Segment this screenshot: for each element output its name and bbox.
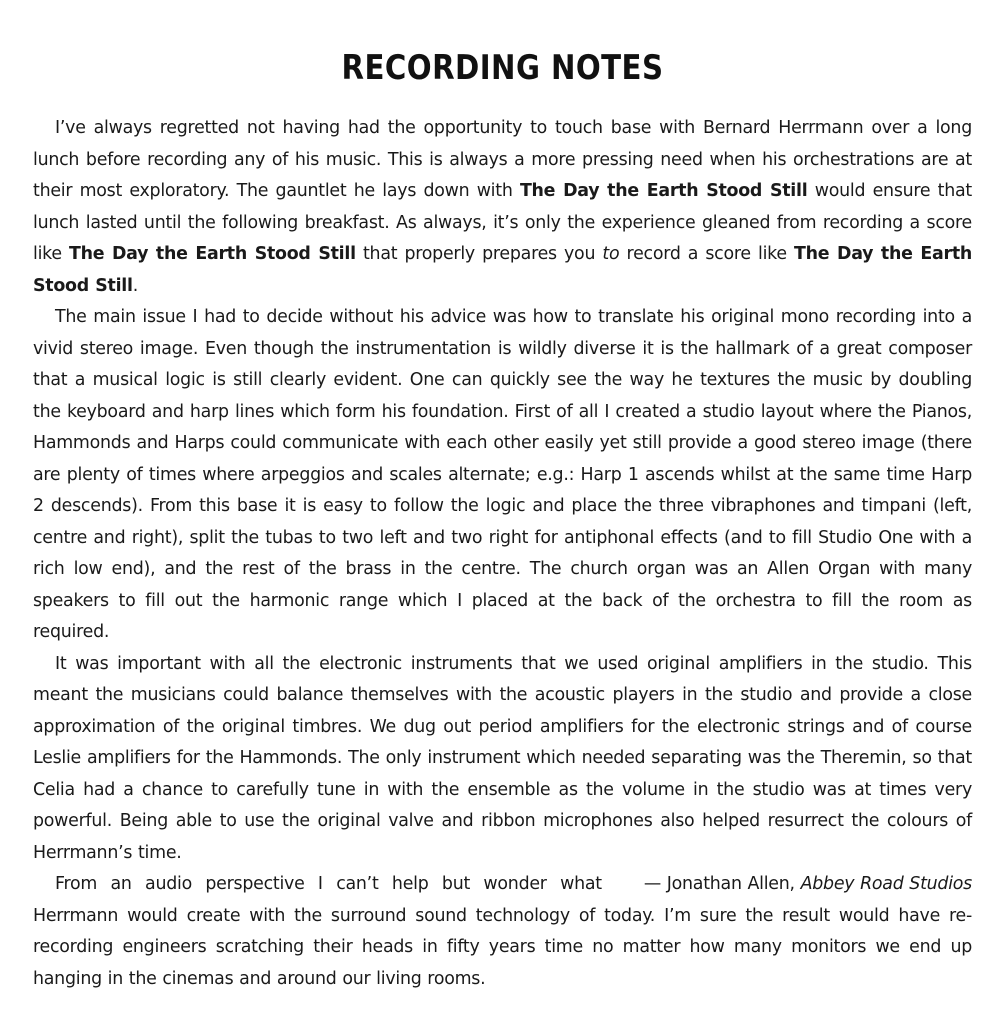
paragraph-1-text-3: that properly prepares you [355, 244, 603, 264]
film-title-2: The Day the Earth Stood Still [69, 244, 356, 264]
paragraph-2: The main issue I had to decide without his advice was how to translate his original mono recording into a vivid stereo image. Even though the instrumentation is wildly diverse it is the hallmark of a great composer that a musical logic is still clearly evident. One can quickly see the way he textures the music by doubling the keyboard and harp lines which form his foundation. First of all I created a studio layout where the Pianos, Hammonds and Harps could communicate with each other easily yet still provide a good stereo image (there are plenty of times where arpeggios and scales alternate; e.g.: Harp 1 ascends whilst at the same time Harp 2 descends). From this base it is easy to follow the logic and place the three vibraphones and timpani (left, centre and right), split the tubas to two left and two right for antiphonal effects (and to fill Studio One with a rich low end), and the rest of the brass in the centre. The church organ was an Allen Organ with many speakers to fill out the harmonic range which I placed at the back of the orchestra to fill the room as required. [33, 307, 972, 642]
signature-name: — Jonathan Allen, [643, 874, 801, 894]
paragraph-4 [33, 869, 972, 995]
paragraph-1-text-2: would ensure that lunch lasted until the following breakfast. As always, it’s only the experience gleaned from recording a score like [33, 181, 972, 264]
film-title-3: The Day the Earth Stood Still [33, 244, 973, 296]
paragraph-3: It was important with all the electronic instruments that we used original amplifiers in the studio. This meant the musicians could balance themselves with the acoustic players in the studio and provide a close approximation of the original timbres. We dug out period amplifiers for the electronic strings and of course Leslie amplifiers for the Hammonds. The only instrument which needed separating was the Theremin, so that Celia had a chance to carefully tune in with the ensemble as the volume in the studio was at times very powerful. Being able to use the original valve and ribbon microphones also helped resurrect the colours of Herrmann’s time. [33, 653, 972, 863]
paragraph-1-text-4: record a score like [619, 244, 795, 264]
document-page [33, 38, 972, 995]
paragraph-1 [33, 113, 972, 302]
paragraph-4-text: From an audio perspective I can’t help but wonder what Herrmann would create with the surround sound technology of today. I’m sure the result would have re-recording engineers scratching their heads in fifty years time no matter how many monitors we end up hanging in the cinemas and around our living rooms. [33, 874, 972, 989]
signature-studio: Abbey Road Studios [800, 874, 972, 894]
signature [622, 869, 972, 901]
page-title: RECORDING NOTES [341, 48, 664, 88]
emphasis-to: to [602, 244, 620, 264]
paragraph-1-text-5: . [132, 275, 138, 296]
paragraph-1-text-1: I’ve always regretted not having had the opportunity to touch base with Bernard Herrmann over a long lunch before recording any of his music. This is always a more pressing need when his orchestrations are at their most exploratory. The gauntlet he lays down with [33, 118, 972, 201]
body-text [33, 113, 972, 995]
film-title-1: The Day the Earth Stood Still [519, 181, 808, 201]
